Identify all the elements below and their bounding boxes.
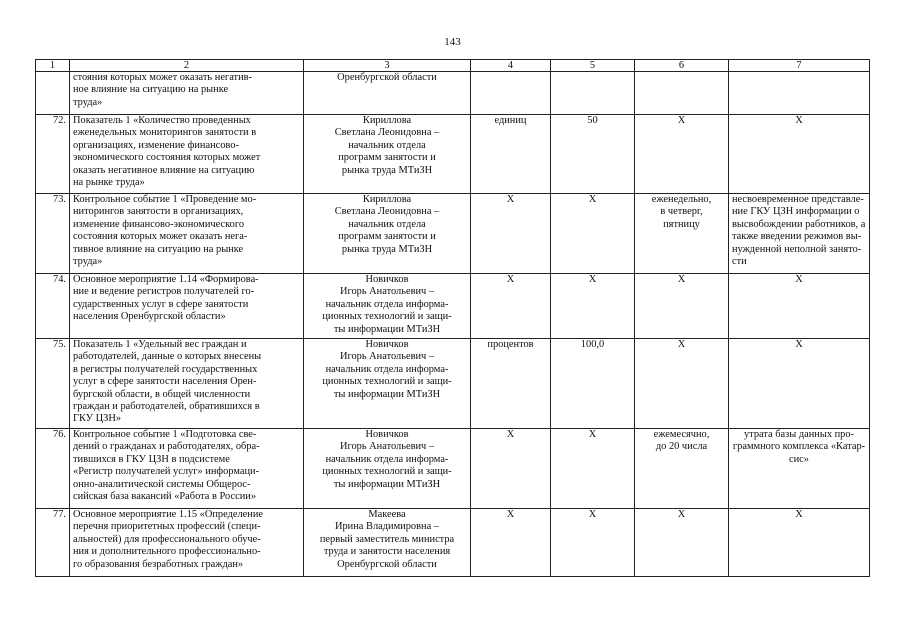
measure-name-cell: [70, 72, 304, 115]
measure-name-cell: [70, 339, 304, 429]
cell-line: X: [795, 339, 803, 350]
cell-line: сийская база вакансий «Работа в России»: [73, 491, 257, 503]
cell-line: ты информации МТиЗН: [333, 478, 441, 490]
cell-line: ционных технологий и защи-: [322, 466, 452, 478]
cell-line: X: [588, 194, 597, 205]
cell-line: ГКУ ЦЗН»: [73, 413, 122, 425]
deadline-cell: [635, 509, 729, 577]
cell-line: граждан и работодателей, обратившихся в: [73, 401, 260, 413]
row-number: 72.: [36, 115, 70, 194]
value-cell: [551, 115, 635, 194]
unit-cell: [471, 72, 551, 115]
unit-cell: [471, 509, 551, 577]
column-header: 4: [471, 60, 551, 72]
column-header: 7: [729, 60, 870, 72]
cell-line: Оренбургской области: [337, 558, 437, 570]
cell-line: тившихся в ГКУ ЦЗН в подсистеме: [73, 453, 230, 465]
cell-line: перечня приоритетных профессий (специ-: [73, 521, 261, 533]
cell-line: альностей) для профессионального обуче-: [73, 533, 261, 545]
risk-cell: [729, 509, 870, 577]
cell-line: еженедельно,: [651, 194, 712, 205]
cell-line: труда»: [73, 96, 103, 108]
cell-line: ниторингов занятости в организациях,: [73, 206, 244, 218]
cell-line: X: [506, 429, 515, 440]
cell-line: процентов: [487, 339, 534, 350]
table-row: [36, 509, 870, 577]
value-cell: [551, 274, 635, 339]
cell-line: X: [588, 509, 597, 520]
cell-line: Показатель 1 «Количество проведенных: [73, 115, 251, 126]
cell-line: X: [506, 274, 515, 285]
risk-cell: [729, 274, 870, 339]
cell-line: утрата базы данных про-: [743, 429, 855, 440]
cell-line: X: [677, 339, 686, 350]
cell-line: труда и занятости населения: [323, 546, 451, 558]
row-number: 74.: [36, 274, 70, 339]
cell-line: единиц: [494, 115, 527, 126]
cell-line: рынка труда МТиЗН: [341, 164, 433, 176]
cell-line: дений о гражданах и работодателях, обра-: [73, 441, 260, 453]
responsible-person-cell: [304, 429, 471, 509]
cell-line: начальник отдела информа-: [325, 453, 449, 465]
cell-line: Макеева: [368, 509, 406, 520]
unit-cell: [471, 339, 551, 429]
table-row: [36, 115, 870, 194]
cell-line: Контрольное событие 1 «Проведение мо-: [73, 194, 257, 205]
unit-cell: [471, 115, 551, 194]
cell-line: ное влияние на ситуацию на рынке: [73, 84, 229, 96]
cell-line: X: [677, 274, 686, 285]
cell-line: высвобождении работников, а: [732, 218, 866, 230]
cell-line: стояния которых может оказать негатив-: [73, 72, 253, 83]
table-row: [36, 194, 870, 274]
risk-cell: [729, 194, 870, 274]
cell-line: граммного комплекса «Катар-: [732, 441, 866, 453]
cell-line: X: [795, 509, 803, 520]
cell-line: сударственных услуг в сфере занятости: [73, 298, 249, 310]
cell-line: Оренбургской области: [337, 72, 437, 83]
cell-line: X: [677, 115, 686, 126]
row-number: 77.: [36, 509, 70, 577]
column-header: 5: [551, 60, 635, 72]
cell-line: «Регистр получателей услуг» информаци-: [73, 466, 260, 478]
cell-line: ционных технологий и защи-: [322, 376, 452, 388]
measure-name-cell: [70, 194, 304, 274]
cell-line: программ занятости и: [338, 152, 436, 164]
cell-line: Кириллова: [362, 194, 412, 205]
cell-line: на рынке труда»: [73, 177, 145, 189]
cell-line: Контрольное событие 1 «Подготовка све-: [73, 429, 257, 440]
risk-cell: [729, 339, 870, 429]
cell-line: Игорь Анатольевич –: [339, 351, 435, 363]
cell-line: первый заместитель министра: [319, 533, 455, 545]
cell-line: ционных технологий и защи-: [322, 311, 452, 323]
measure-name-cell: [70, 115, 304, 194]
cell-line: X: [795, 274, 803, 285]
responsible-person-cell: [304, 115, 471, 194]
cell-line: онно-аналитической системы Общерос-: [73, 478, 251, 490]
document-table: [35, 59, 870, 577]
cell-line: X: [795, 115, 803, 126]
table-row: [36, 274, 870, 339]
responsible-person-cell: [304, 72, 471, 115]
deadline-cell: [635, 115, 729, 194]
cell-line: изменение финансово-экономического: [73, 218, 245, 230]
risk-cell: [729, 429, 870, 509]
risk-cell: [729, 72, 870, 115]
unit-cell: [471, 429, 551, 509]
value-cell: [551, 509, 635, 577]
column-header: 1: [36, 60, 70, 72]
cell-line: Игорь Анатольевич –: [339, 286, 435, 298]
responsible-person-cell: [304, 509, 471, 577]
responsible-person-cell: [304, 274, 471, 339]
cell-line: услуг в сфере занятости населения Орен-: [73, 376, 257, 388]
measure-name-cell: [70, 429, 304, 509]
cell-line: ние и ведение регистров получателей го-: [73, 286, 255, 298]
cell-line: X: [506, 509, 515, 520]
value-cell: [551, 429, 635, 509]
cell-line: Кириллова: [362, 115, 412, 126]
cell-line: ние ГКУ ЦЗН информации о: [732, 206, 860, 218]
cell-line: Новичков: [365, 339, 409, 350]
deadline-cell: [635, 339, 729, 429]
measure-name-cell: [70, 274, 304, 339]
cell-line: 50: [587, 115, 598, 126]
cell-line: 100,0: [580, 339, 605, 350]
cell-line: программ занятости и: [338, 231, 436, 243]
cell-line: Основное мероприятие 1.15 «Определение: [73, 509, 263, 520]
unit-cell: [471, 274, 551, 339]
cell-line: ты информации МТиЗН: [333, 323, 441, 335]
deadline-cell: [635, 274, 729, 339]
cell-line: нужденной неполной занято-: [732, 243, 862, 255]
cell-line: экономического состояния которых может: [73, 152, 261, 164]
column-header: 6: [635, 60, 729, 72]
row-number: [36, 72, 70, 115]
table-row: [36, 429, 870, 509]
cell-line: начальник отдела: [348, 139, 426, 151]
cell-line: тивное влияние на ситуацию на рынке: [73, 243, 244, 255]
measure-name-cell: [70, 509, 304, 577]
page-number: 143: [444, 36, 461, 48]
cell-line: пятницу: [663, 218, 700, 230]
cell-line: ты информации МТиЗН: [333, 388, 441, 400]
cell-line: начальник отдела: [348, 218, 426, 230]
table-row: [36, 72, 870, 115]
cell-line: го образования безработных граждан»: [73, 558, 244, 570]
cell-line: X: [506, 194, 515, 205]
value-cell: [551, 194, 635, 274]
cell-line: бургской области, в общей численности: [73, 388, 251, 400]
cell-line: сти: [732, 256, 747, 268]
column-header: 2: [70, 60, 304, 72]
cell-line: X: [588, 274, 597, 285]
cell-line: несвоевременное представле-: [732, 194, 864, 205]
cell-line: X: [677, 509, 686, 520]
header-row: [36, 60, 870, 72]
cell-line: Светлана Леонидовна –: [334, 127, 440, 139]
row-number: 75.: [36, 339, 70, 429]
row-number: 73.: [36, 194, 70, 274]
cell-line: труда»: [73, 256, 103, 268]
cell-line: ния и дополнительного профессионально-: [73, 546, 261, 558]
cell-line: Основное мероприятие 1.14 «Формирова-: [73, 274, 259, 285]
column-header: 3: [304, 60, 471, 72]
cell-line: рынка труда МТиЗН: [341, 243, 433, 255]
cell-line: начальник отдела информа-: [325, 363, 449, 375]
cell-line: состояния которых может оказать нега-: [73, 231, 248, 243]
cell-line: Показатель 1 «Удельный вес граждан и: [73, 339, 247, 350]
deadline-cell: [635, 194, 729, 274]
value-cell: [551, 72, 635, 115]
risk-cell: [729, 115, 870, 194]
cell-line: Ирина Владимировна –: [334, 521, 439, 533]
cell-line: начальник отдела информа-: [325, 298, 449, 310]
cell-line: работодателей, данные о которых внесены: [73, 351, 262, 363]
cell-line: населения Оренбургской области»: [73, 311, 226, 323]
cell-line: Светлана Леонидовна –: [334, 206, 440, 218]
row-number: 76.: [36, 429, 70, 509]
cell-line: Игорь Анатольевич –: [339, 441, 435, 453]
cell-line: в регистры получателей государственных: [73, 363, 258, 375]
cell-line: Новичков: [365, 429, 409, 440]
cell-line: оказать негативное влияние на ситуацию: [73, 164, 255, 176]
deadline-cell: [635, 72, 729, 115]
responsible-person-cell: [304, 194, 471, 274]
cell-line: организациях, изменение финансово-: [73, 139, 239, 151]
cell-line: еженедельных мониторингов занятости в: [73, 127, 257, 139]
cell-line: ежемесячно,: [653, 429, 710, 440]
deadline-cell: [635, 429, 729, 509]
cell-line: в четверг,: [660, 206, 703, 218]
cell-line: X: [588, 429, 597, 440]
responsible-person-cell: [304, 339, 471, 429]
cell-line: до 20 числа: [655, 441, 708, 453]
unit-cell: [471, 194, 551, 274]
cell-line: сис»: [789, 453, 809, 465]
value-cell: [551, 339, 635, 429]
table-row: [36, 339, 870, 429]
cell-line: Новичков: [365, 274, 409, 285]
cell-line: также введении режимов вы-: [732, 231, 862, 243]
